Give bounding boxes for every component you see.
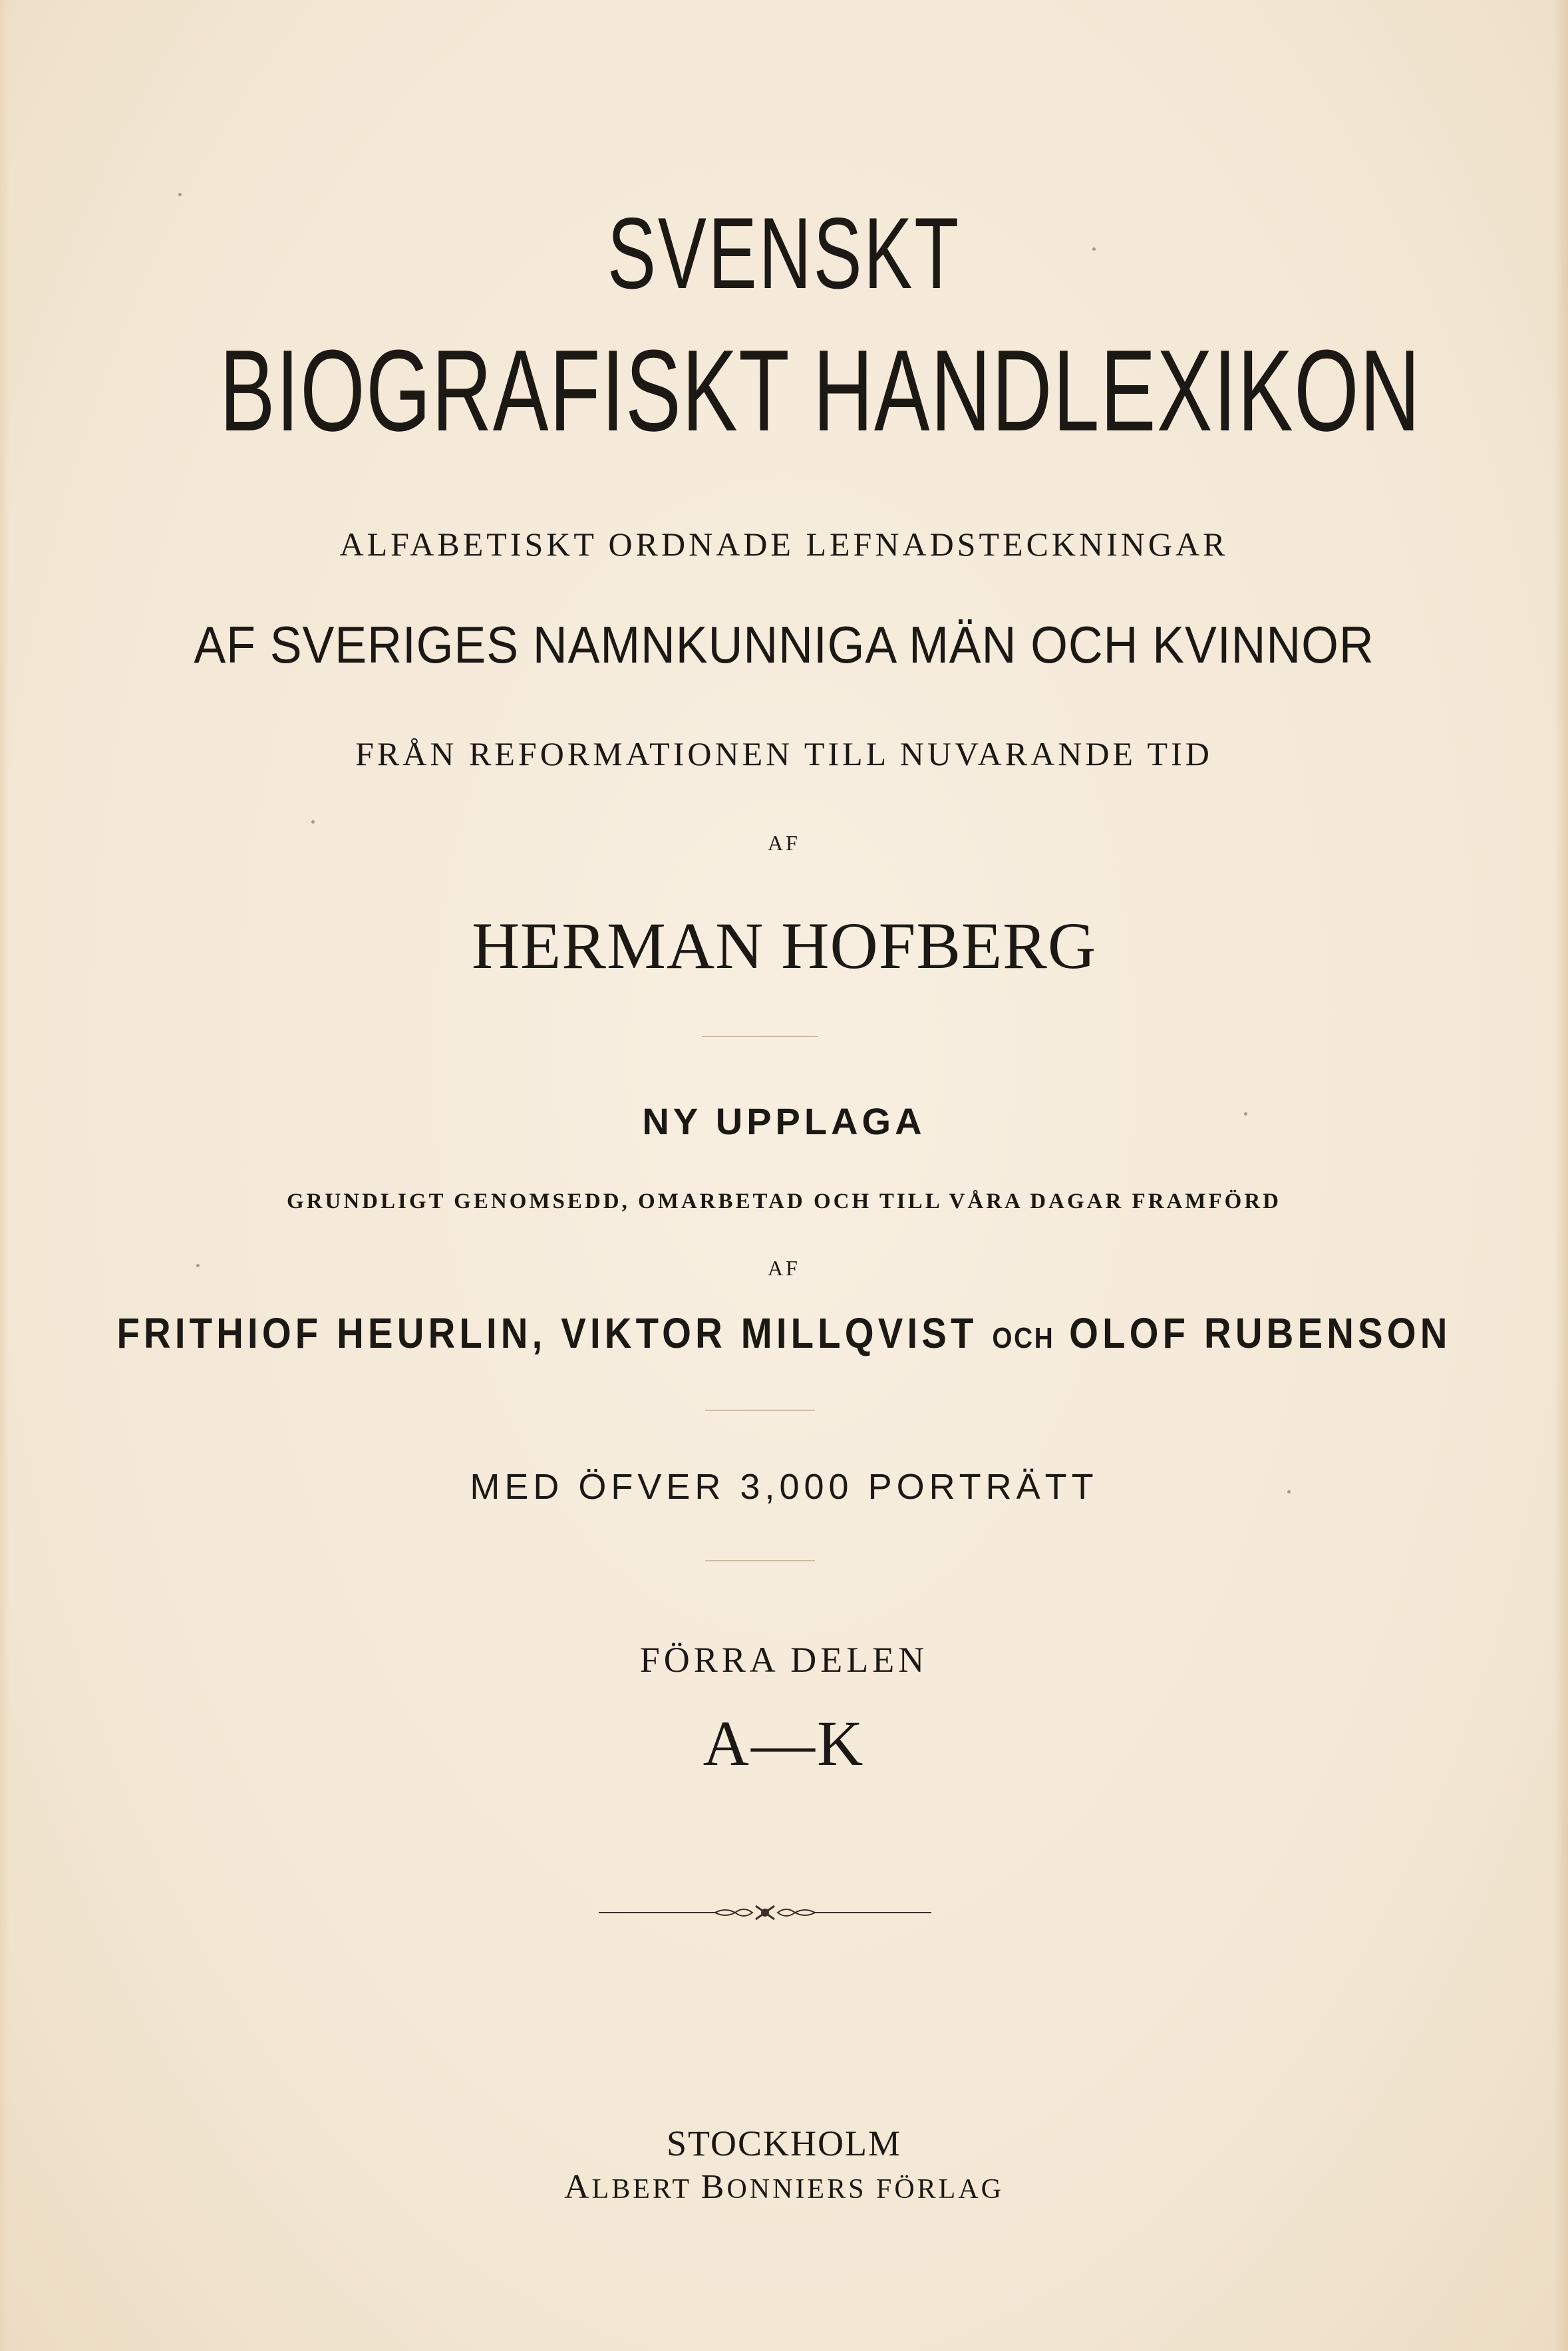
volume-range: A—K (703, 1708, 865, 1779)
edition-label: NY UPPLAGA (642, 1100, 926, 1142)
paper-speck (196, 1264, 200, 1267)
divider-rule (705, 1560, 815, 1561)
portraits-note: MED ÖFVER 3,000 PORTRÄTT (470, 1467, 1098, 1507)
publisher-rest-2: ONNIERS (726, 2174, 867, 2205)
by-label: AF (768, 831, 800, 855)
imprint-city: STOCKHOLM (666, 2123, 902, 2163)
divider-rule (705, 1410, 815, 1411)
editors-part-1: FRITHIOF HEURLIN, VIKTOR MILLQVIST (116, 1309, 978, 1357)
subtitle-line-3: FRÅN REFORMATIONEN TILL NUVARANDE TID (355, 735, 1213, 772)
paper-edge-left (0, 0, 9, 2351)
imprint-publisher (0, 2170, 1568, 2205)
subtitle-line-1: ALFABETISKT ORDNADE LEFNADSTECKNINGAR (339, 526, 1229, 563)
volume-part: FÖRRA DELEN (639, 1640, 929, 1680)
publisher-initial-1: A (563, 2168, 592, 2206)
divider-rule (702, 1036, 818, 1037)
publisher-initial-2: B (701, 2168, 727, 2206)
paper-speck (178, 193, 182, 196)
subtitle-line-2: AF SVERIGES NAMNKUNNIGA MÄN OCH KVINNOR (194, 615, 1374, 674)
author-name: HERMAN HOFBERG (471, 909, 1097, 983)
paper-speck (1287, 1490, 1291, 1493)
title-line-1: SVENSKT (607, 197, 961, 310)
editors-conjunction: OCH (992, 1322, 1055, 1354)
editors-line (94, 1309, 1474, 1357)
ornament-divider-icon (599, 1899, 931, 1926)
paper-speck (1244, 1112, 1247, 1116)
paper-speck (311, 820, 315, 824)
paper-edge-right (1553, 0, 1568, 2351)
editors-part-2: OLOF RUBENSON (1069, 1309, 1452, 1357)
publisher-rest-1: LBERT (591, 2174, 692, 2205)
paper-speck (1092, 247, 1096, 251)
by-label-2: AF (768, 1256, 800, 1280)
publisher-rest-3: FÖRLAG (875, 2174, 1004, 2205)
title-line-2: BIOGRAFISKT HANDLEXIKON (219, 325, 1421, 455)
revision-note: GRUNDLIGT GENOMSEDD, OMARBETAD OCH TILL VÅRA DAGAR FRAMFÖRD (287, 1189, 1281, 1213)
